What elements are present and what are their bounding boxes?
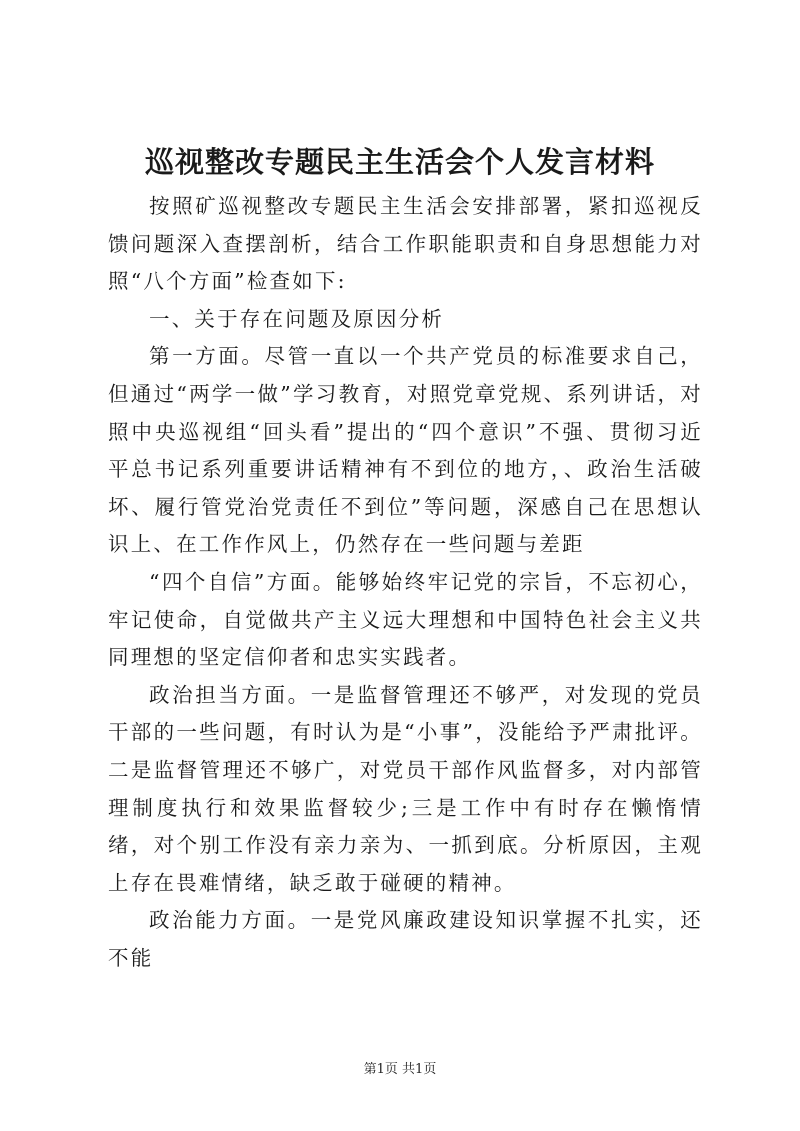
section-heading: 一、关于存在问题及原因分析 [149,306,445,331]
document-title: 巡视整改专题民主生活会个人发言材料 [144,145,655,179]
document-body [108,188,703,977]
paragraph-first-aspect: 第一方面。尽管一直以一个共产党员的标准要求自己，但通过“两学一做”学习教育，对照党章党规、系列讲话，对照中央巡视组“回头看”提出的“四个意识”不强、贯彻习近平总书记系列重要讲话精神有不到位的地方，、政治生活破坏、履行管党治党责任不到位”等问题，深感自己在思想认识上、在工作作风上，仍然存在一些问题与差距 [108,344,703,557]
paragraph-intro: 按照矿巡视整改专题民主生活会安排部署，紧扣巡视反馈问题深入查摆剖析，结合工作职能职责和自身思想能力对照“八个方面”检查如下: [108,194,703,294]
paragraph-four-confidences: “四个自信”方面。能够始终牢记党的宗旨，不忘初心，牢记使命，自觉做共产主义远大理想和中国特色社会主义共同理想的坚定信仰者和忠实实践者。 [108,569,703,670]
page-footer: 第1页 共1页 [363,1062,437,1077]
paragraph-political-ability: 政治能力方面。一是党风廉政建设知识掌握不扎实，还不能 [108,908,703,970]
paragraph-political-responsibility: 政治担当方面。一是监督管理还不够严，对发现的党员干部的一些问题，有时认为是“小事”，没能给予严肃批评。二是监督管理还不够广，对党员干部作风监督多，对内部管理制度执行和效果监督较少;三是工作中有时存在懒惰情绪，对个别工作没有亲力亲为、一抓到底。分析原因，主观上存在畏难情绪，缺乏敢于碰硬的精神。 [108,682,703,895]
